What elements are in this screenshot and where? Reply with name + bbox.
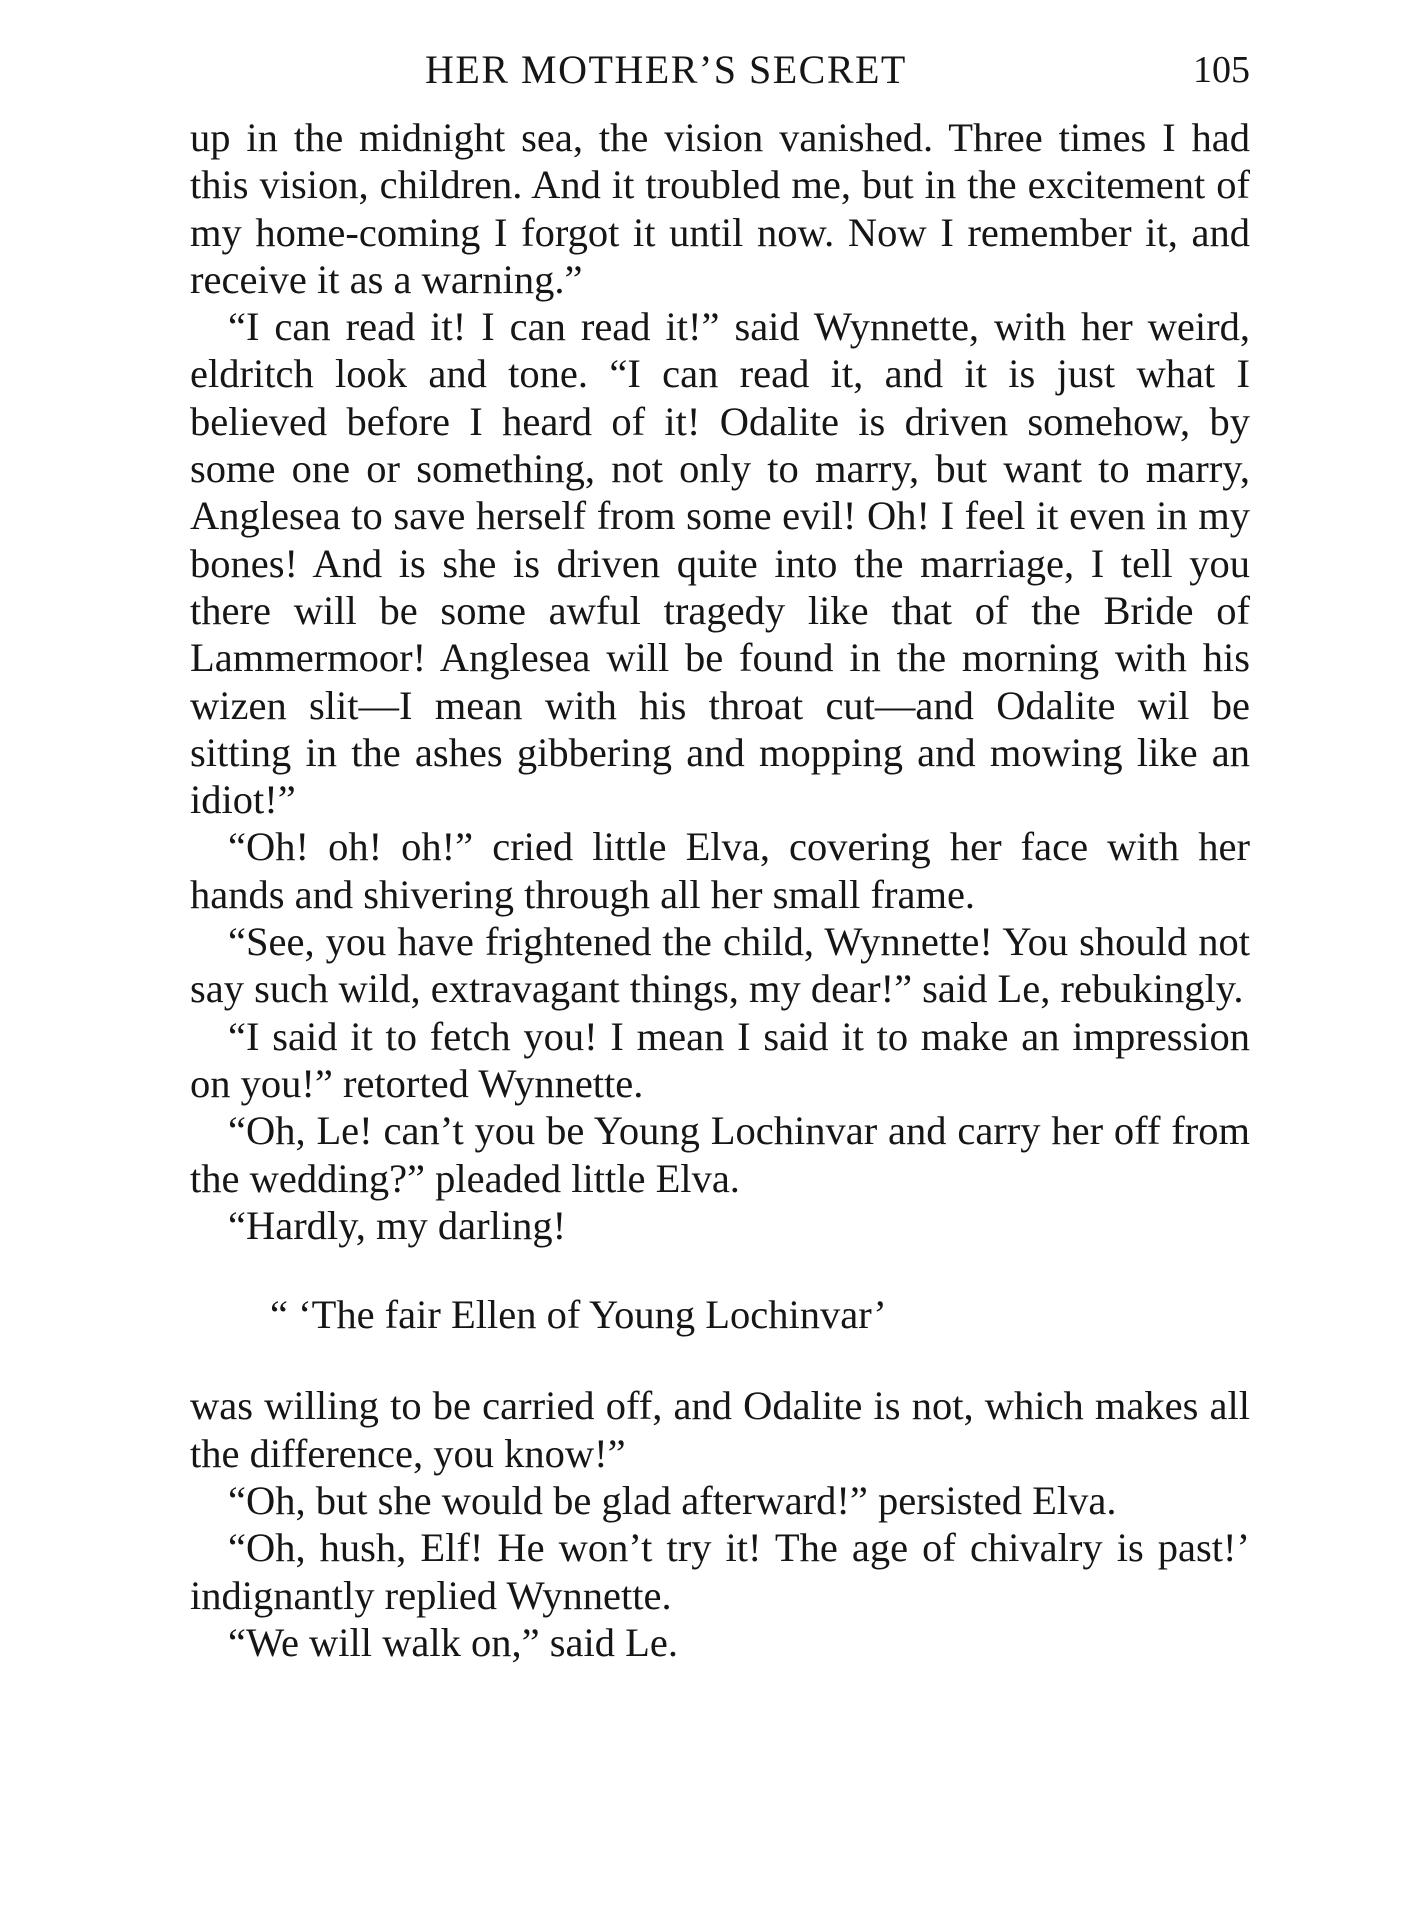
paragraph: “I can read it! I can read it!” said Wynnette, with her weird, eldritch look and tone. “I can read it, and it is just what I believed before I heard of it! Odalite is driven somehow, by some one or something, not only to marry, but want to marry, Anglesea to save herself from some evil! Oh! I feel it even in my bones! And is she is driven quite into the marriage, I tell you there will be some awful tragedy like that of the Bride of Lammermoor! Anglesea will be found in the morning with his wizen slit—I mean with his throat cut—and Odalite wil be sitting in the ashes gibbering and mopping and mowing like an idiot!” xyxy=(190,304,1250,823)
running-head xyxy=(190,40,1250,100)
verse-quote: “ ‘The fair Ellen of Young Lochinvar’ xyxy=(270,1292,887,1338)
paragraph: up in the midnight sea, the vision vanished. Three times I had this vision, children. And it troubled me, but in the excitement of my home-coming I forgot it until now. Now I remember it, and receive it as a warning.” xyxy=(190,115,1250,302)
body-text xyxy=(190,114,1250,1666)
paragraph: “Oh, but she would be glad afterward!” persisted Elva. xyxy=(228,1478,1117,1524)
paragraph: “We will walk on,” said Le. xyxy=(228,1619,678,1665)
paragraph: “Oh, hush, Elf! He won’t try it! The age of chivalry is past!’ indignantly replied Wynnette. xyxy=(190,1525,1250,1618)
paragraph: “I said it to fetch you! I mean I said it to make an impression on you!” retorted Wynnette. xyxy=(190,1013,1250,1106)
paragraph: “Hardly, my darling! xyxy=(228,1202,567,1248)
paragraph: “Oh! oh! oh!” cried little Elva, covering her face with her hands and shivering through all her small frame. xyxy=(190,824,1250,917)
paragraph: was willing to be carried off, and Odalite is not, which makes all the difference, you know!” xyxy=(190,1383,1250,1476)
running-head-title: HER MOTHER’S SECRET xyxy=(425,47,907,92)
paragraph: “See, you have frightened the child, Wynnette! You should not say such wild, extravagant things, my dear!” said Le, rebukingly. xyxy=(190,919,1250,1012)
book-page xyxy=(190,40,1250,1900)
page-number: 105 xyxy=(1193,49,1250,91)
paragraph: “Oh, Le! can’t you be Young Lochinvar and carry her off from the wedding?” pleaded little Elva. xyxy=(190,1108,1250,1201)
